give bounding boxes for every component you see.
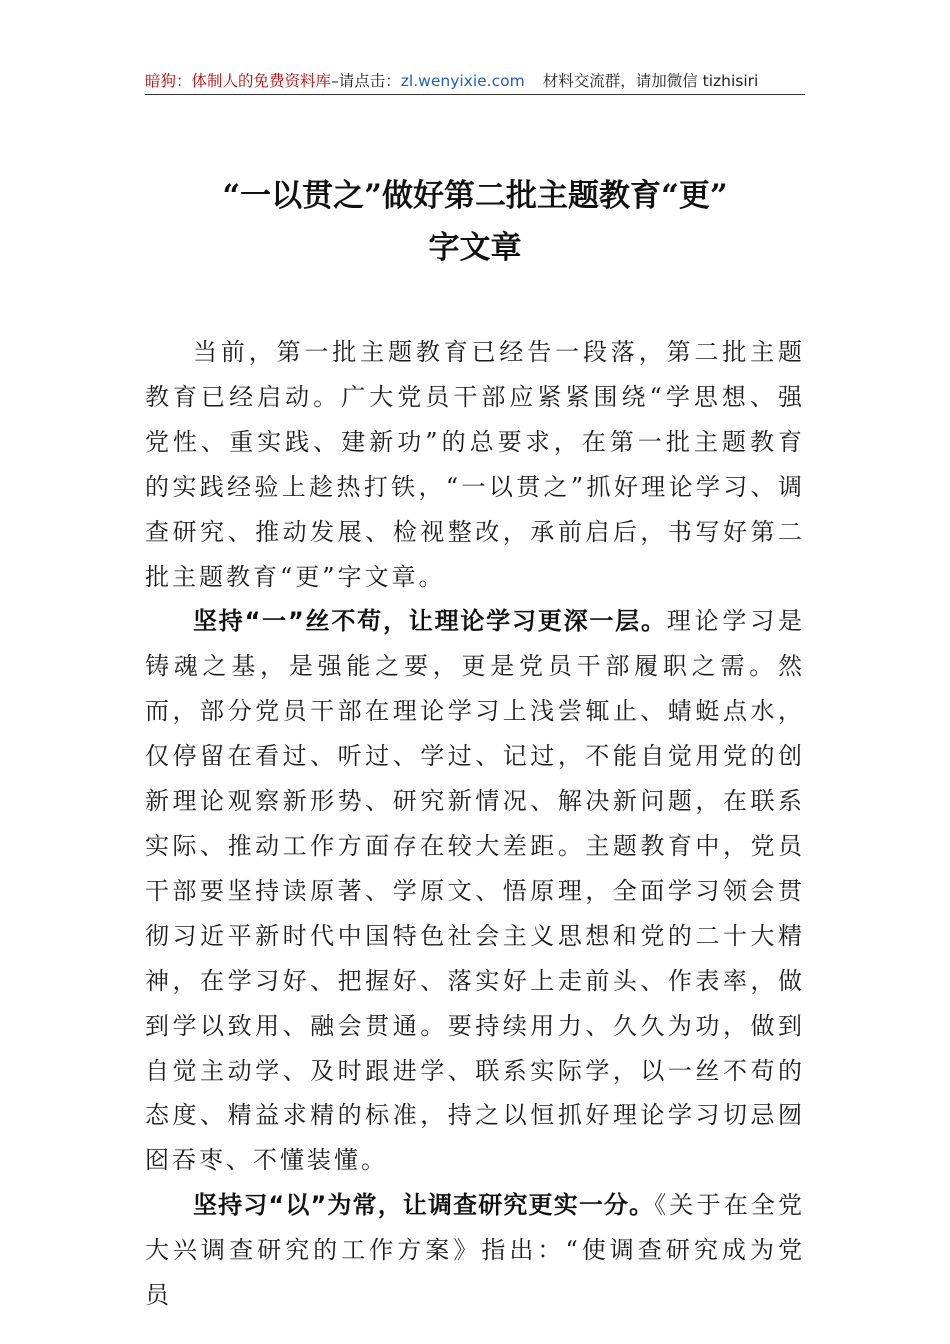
title-line-1: “一以贯之”做好第二批主题教育“更” xyxy=(222,178,728,214)
header-divider xyxy=(145,94,805,95)
paragraph-theory-study-text: 理论学习是铸魂之基，是强能之要，更是党员干部履职之需。然而，部分党员干部在理论学习上浅尝辄止、蜻蜓点水，仅停留在看过、听过、学过、记过，不能自觉用党的创新理论观察新形势、研究新情况、解决新问题，在联系实际、推动工作方面存在较大差距。主题教育中，党员干部要坚持读原著、学原文、悟原理，全面学习领会贯彻习近平新时代中国特色社会主义思想和党的二十大精神，在学习好、把握好、落实好上走前头、作表率，做到学以致用、融会贯通。要持续用力、久久为功，做到自觉主动学、及时跟进学、联系实际学，以一丝不苟的态度、精益求精的标准，持之以恒抓好理论学习切忌囫囵吞枣、不懂装懂。 xyxy=(145,607,806,1175)
header-banner xyxy=(145,70,805,94)
paragraph-theory-study xyxy=(145,599,805,1183)
document-body xyxy=(145,330,805,1318)
site-link[interactable]: zl.wenyixie.com xyxy=(400,72,525,90)
site-label: 暗狗：体制人的免费资料库 xyxy=(145,72,332,90)
paragraph-investigation-lead: 坚持习“以”为常，让调查研究更实一分。 xyxy=(193,1191,655,1220)
title-line-2: 字文章 xyxy=(428,230,522,266)
paragraph-investigation xyxy=(145,1183,805,1318)
document-title xyxy=(145,170,805,274)
paragraph-investigation-text: 《关于在全党大兴调查研究的工作方案》指出：“使调查研究成为党员 xyxy=(145,1191,806,1310)
click-prompt: –请点击： xyxy=(331,72,401,90)
wechat-note: 材料交流群，请加微信 tizhisiri xyxy=(542,72,759,90)
paragraph-intro xyxy=(145,330,805,599)
paragraph-theory-study-lead: 坚持“一”丝不苟，让理论学习更深一层。 xyxy=(193,607,667,636)
paragraph-intro-text: 当前，第一批主题教育已经告一段落，第二批主题教育已经启动。广大党员干部应紧紧围绕“学思想、强党性、重实践、建新功”的总要求，在第一批主题教育的实践经验上趁热打铁，“一以贯之”抓好理论学习、调查研究、推动发展、检视整改，承前启后，书写好第二批主题教育“更”字文章。 xyxy=(145,338,805,591)
